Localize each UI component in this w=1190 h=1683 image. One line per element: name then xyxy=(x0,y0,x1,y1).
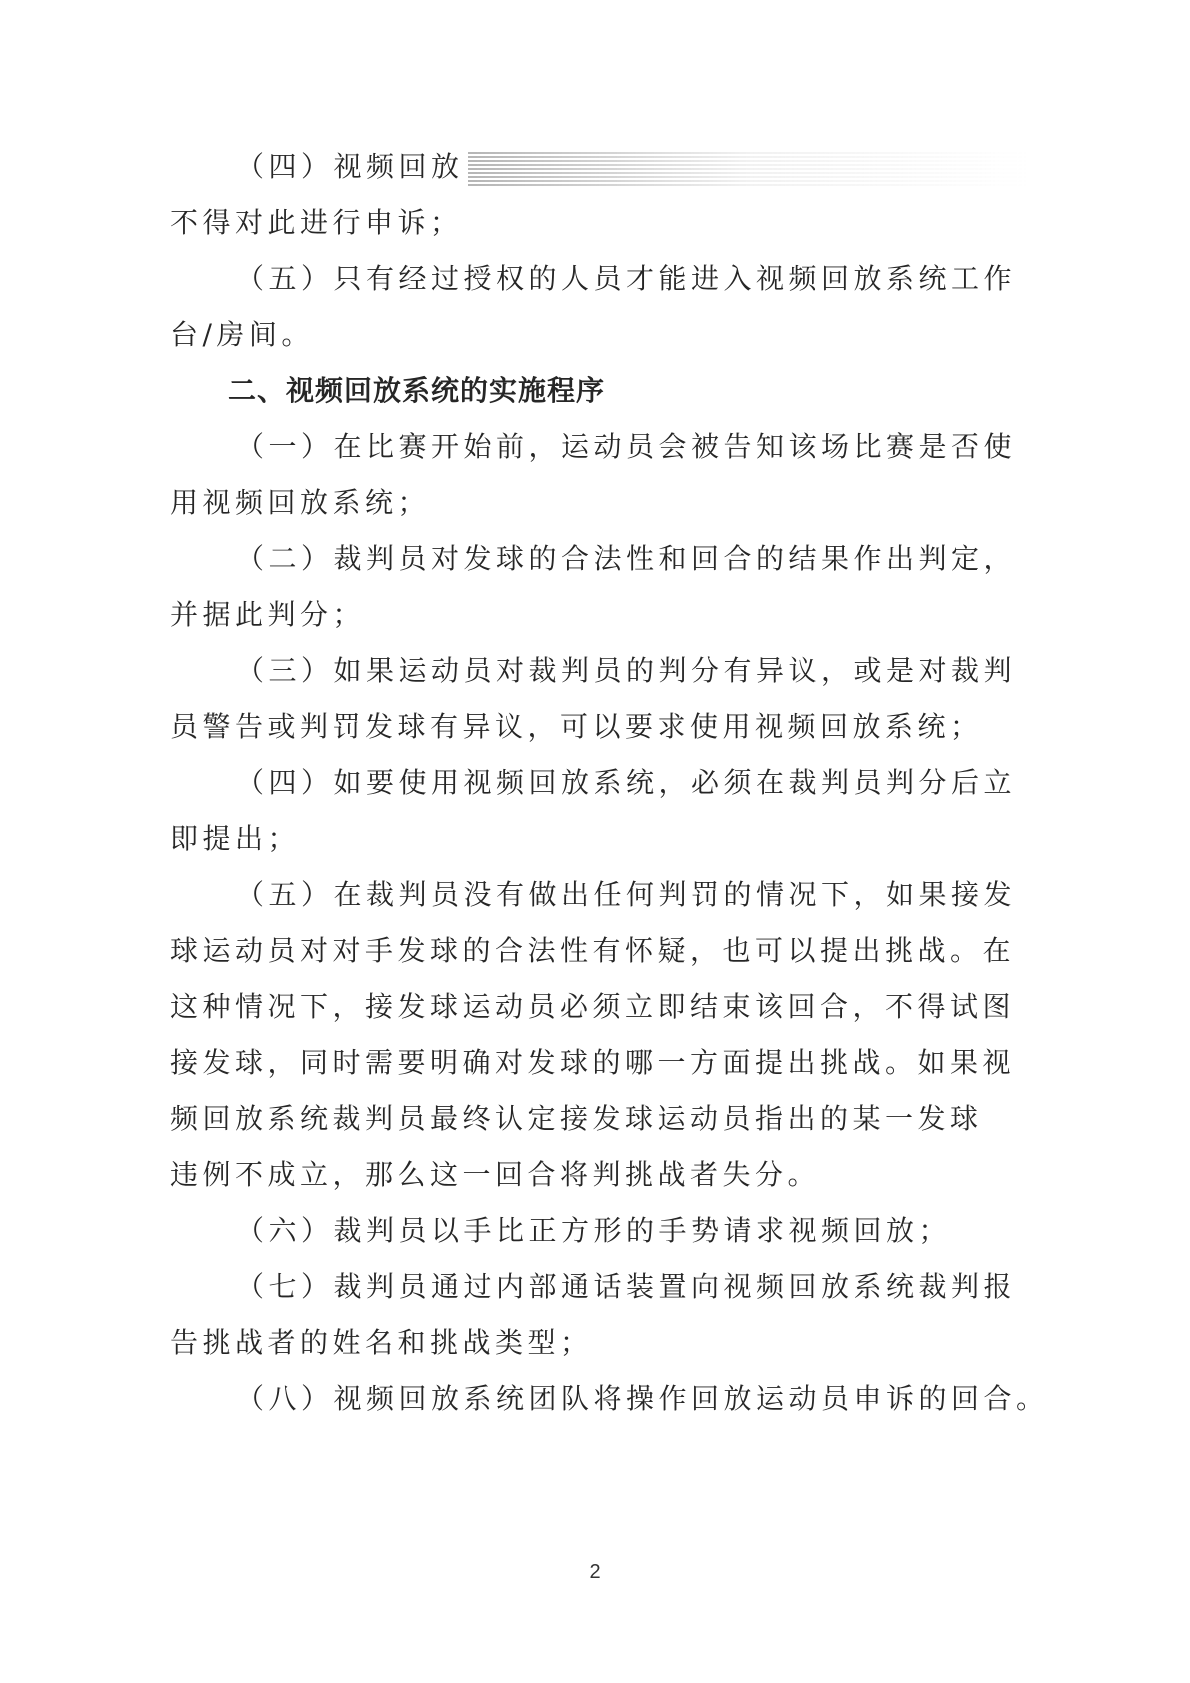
paragraph-line-3: （五）只有经过授权的人员才能进入视频回放系统工作 xyxy=(236,262,1017,295)
page-number: 2 xyxy=(589,1561,601,1583)
paragraph-line-1-text: （四）视频回放 xyxy=(236,150,464,183)
paragraph-line-15: 球运动员对对手发球的合法性有怀疑，也可以提出挑战。在 xyxy=(170,934,1016,967)
paragraph-line-21: （七）裁判员通过内部通话装置向视频回放系统裁判报 xyxy=(236,1270,1017,1303)
paragraph-line-11: 员警告或判罚发球有异议，可以要求使用视频回放系统； xyxy=(170,710,983,743)
paragraph-line-9: 并据此判分； xyxy=(170,598,366,631)
paragraph-line-18: 频回放系统裁判员最终认定接发球运动员指出的某一发球 xyxy=(170,1102,983,1135)
paragraph-line-2: 不得对此进行申诉； xyxy=(170,206,463,239)
paragraph-line-12: （四）如要使用视频回放系统，必须在裁判员判分后立 xyxy=(236,766,1017,799)
paragraph-line-17: 接发球，同时需要明确对发球的哪一方面提出挑战。如果视 xyxy=(170,1046,1016,1079)
paragraph-line-8: （二）裁判员对发球的合法性和回合的结果作出判定， xyxy=(236,542,1017,575)
faded-text-overlay xyxy=(468,152,1028,186)
section-heading: 二、视频回放系统的实施程序 xyxy=(228,374,606,407)
paragraph-line-1 xyxy=(236,147,1028,187)
paragraph-line-10: （三）如果运动员对裁判员的判分有异议，或是对裁判 xyxy=(236,654,1017,687)
paragraph-line-7: 用视频回放系统； xyxy=(170,486,431,519)
paragraph-line-16: 这种情况下，接发球运动员必须立即结束该回合，不得试图 xyxy=(170,990,1016,1023)
paragraph-line-4: 台/房间。 xyxy=(170,318,314,351)
paragraph-line-22: 告挑战者的姓名和挑战类型； xyxy=(170,1326,593,1359)
paragraph-line-6: （一）在比赛开始前，运动员会被告知该场比赛是否使 xyxy=(236,430,1017,463)
paragraph-line-23: （八）视频回放系统团队将操作回放运动员申诉的回合。 xyxy=(236,1382,1049,1415)
paragraph-line-14: （五）在裁判员没有做出任何判罚的情况下，如果接发 xyxy=(236,878,1017,911)
paragraph-line-20: （六）裁判员以手比正方形的手势请求视频回放； xyxy=(236,1214,952,1247)
paragraph-line-19: 违例不成立，那么这一回合将判挑战者失分。 xyxy=(170,1158,821,1191)
paragraph-line-13: 即提出； xyxy=(170,822,301,855)
